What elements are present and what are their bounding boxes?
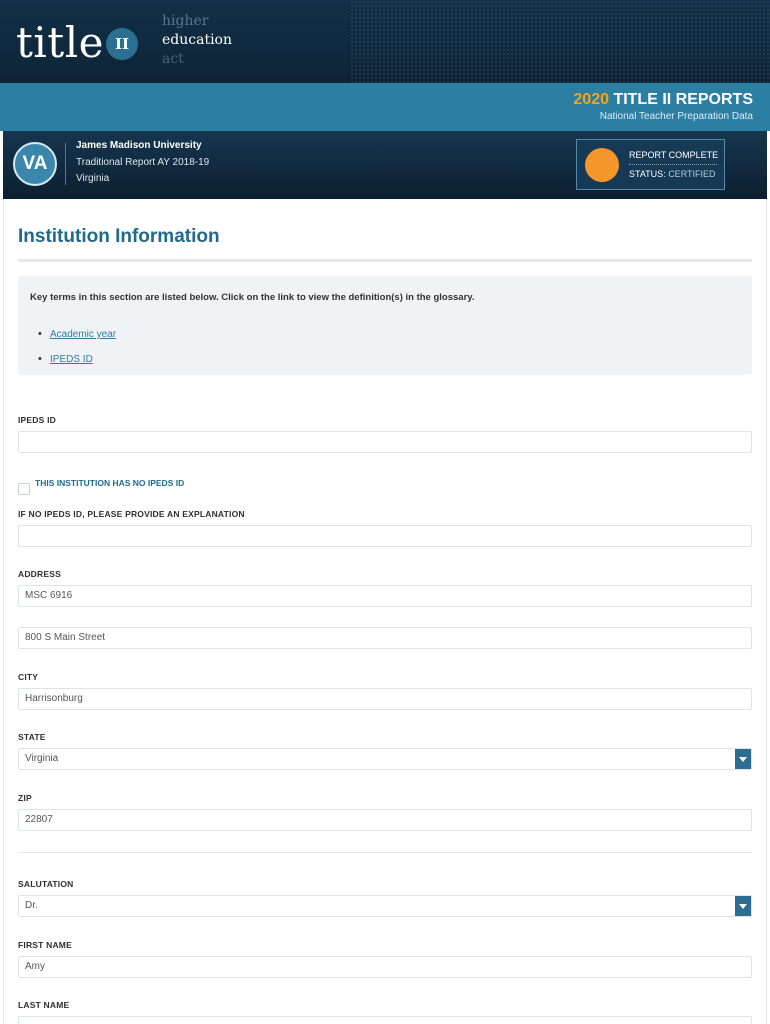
address-line1-input[interactable]: MSC 6916	[18, 585, 752, 607]
glossary-intro: Key terms in this section are listed below. Click on the link to view the definition(s) in the glossary.	[30, 292, 475, 303]
state-select-value: Virginia	[25, 753, 59, 764]
address-label: ADDRESS	[18, 569, 61, 579]
logo-word-education: education	[162, 32, 232, 48]
logo-word-act: act	[162, 51, 184, 67]
no-ipeds-checkbox[interactable]	[18, 483, 30, 495]
glossary-link-ipeds-id[interactable]: IPEDS ID	[50, 354, 93, 365]
state-badge: VA	[13, 142, 57, 186]
address-line2-input[interactable]: 800 S Main Street	[18, 627, 752, 649]
salutation-select-value: Dr.	[25, 900, 38, 911]
state-label: STATE	[18, 732, 46, 742]
glossary-item	[38, 347, 116, 372]
glossary-item	[38, 322, 116, 347]
salutation-label: SALUTATION	[18, 879, 74, 889]
no-ipeds-checkbox-label[interactable]: THIS INSTITUTION HAS NO IPEDS ID	[35, 478, 185, 488]
chevron-down-icon[interactable]	[735, 749, 751, 769]
chevron-down-icon[interactable]	[735, 896, 751, 916]
report-type: Traditional Report AY 2018-19	[76, 157, 210, 168]
section-divider	[18, 852, 752, 853]
salutation-select[interactable]	[18, 895, 752, 917]
explanation-input[interactable]	[18, 525, 752, 547]
logo-text: title	[16, 18, 104, 67]
state-select[interactable]	[18, 748, 752, 770]
first-name-label: FIRST NAME	[18, 940, 72, 950]
page-title: Institution Information	[18, 226, 220, 247]
glossary-box	[18, 276, 752, 375]
status-report-complete: REPORT COMPLETE	[629, 150, 719, 160]
reports-year: 2020	[573, 91, 609, 108]
first-name-input[interactable]: Amy	[18, 956, 752, 978]
institution-name: James Madison University	[76, 140, 202, 151]
glossary-link-academic-year[interactable]: Academic year	[50, 329, 117, 340]
ipeds-id-label: IPEDS ID	[18, 415, 56, 425]
reports-title	[573, 91, 753, 109]
glossary-list	[38, 322, 116, 372]
zip-input[interactable]: 22807	[18, 809, 752, 831]
status-value: CERTIFIED	[668, 169, 716, 179]
status-box	[576, 139, 725, 190]
reports-title-text: TITLE II REPORTS	[613, 91, 753, 108]
status-separator	[629, 164, 717, 165]
reports-banner	[0, 83, 770, 131]
institution-state: Virginia	[76, 173, 110, 184]
zip-label: ZIP	[18, 793, 32, 803]
reports-subtitle: National Teacher Preparation Data	[599, 111, 753, 122]
city-label: CITY	[18, 672, 39, 682]
ipeds-id-input[interactable]	[18, 431, 752, 453]
institution-header	[3, 131, 767, 199]
status-certification	[629, 169, 716, 179]
title-divider	[18, 259, 752, 262]
logo-word-higher: higher	[162, 13, 209, 29]
status-indicator-icon	[585, 148, 619, 182]
logo-words	[162, 12, 232, 69]
last-name-input[interactable]	[18, 1016, 752, 1024]
explanation-label: IF NO IPEDS ID, PLEASE PROVIDE AN EXPLANATION	[18, 509, 245, 519]
brand-banner	[0, 0, 770, 83]
header-divider	[65, 143, 66, 185]
status-label: STATUS:	[629, 169, 666, 179]
city-input[interactable]: Harrisonburg	[18, 688, 752, 710]
last-name-label: LAST NAME	[18, 1000, 70, 1010]
logo-badge: II	[106, 28, 138, 60]
